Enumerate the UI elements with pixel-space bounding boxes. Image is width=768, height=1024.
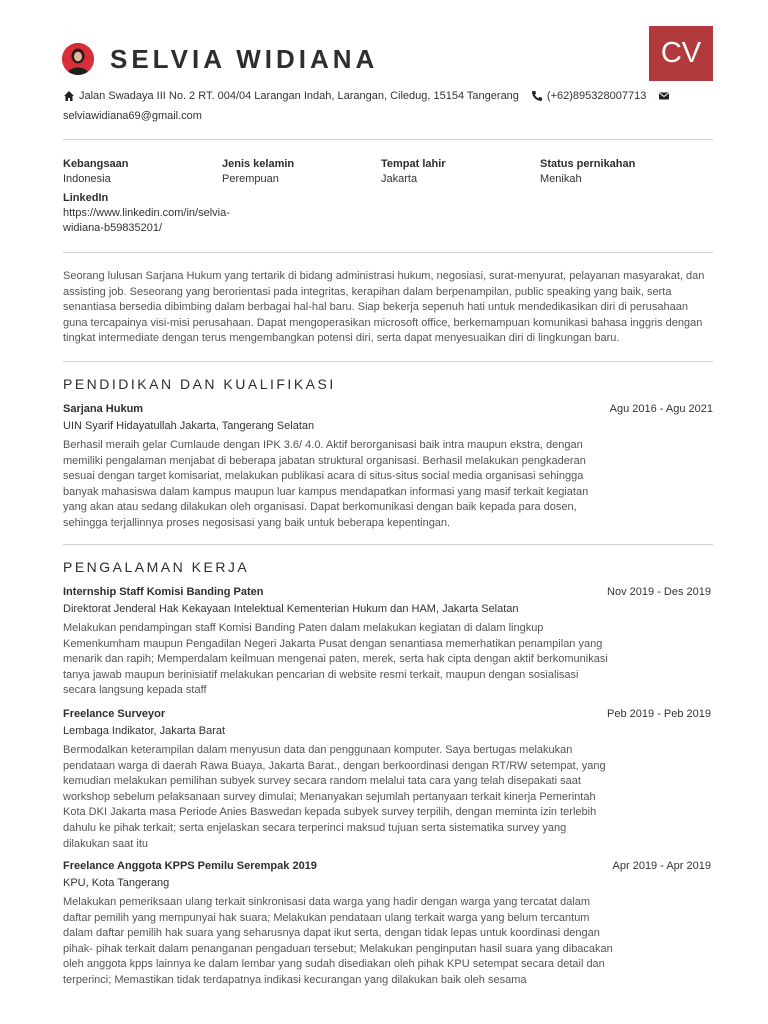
entry-title: Sarjana Hukum bbox=[63, 403, 144, 415]
avatar bbox=[62, 43, 94, 75]
entry-description: Melakukan pemeriksaan ulang terkait sinkronisasi data warga yang hadir dengan warga yang tercatat dalam daftar pemilih yang mempunyai hak suara; Melakukan pendataan ulang terkait warga yang belum tercantum dalam daftar pemilih hak suara yang seharusnya dapat ikut serta, dengan tidak lepas untuk koordinasi dengan pihak- pihak terkait dalam penanganan pengaduan tersebut; Melakukan penginputan hasil suara yang dibacakan oleh anggota kpps lainnya ke dalam lembar yang sudah disediakan oleh pihak KPU setempat secara detail dan terperinci; Memastikan tidak terdapatnya indikasi kecurangan yang dilakukan baik oleh sesama bbox=[63, 896, 613, 986]
phone-icon bbox=[531, 90, 543, 102]
candidate-name: SELVIA WIDIANA bbox=[110, 44, 379, 74]
entry-date: Peb 2019 - Peb 2019 bbox=[607, 708, 711, 720]
entry-organization: Direktorat Jenderal Hak Kekayaan Intelektual Kementerian Hukum dan HAM, Jakarta Selatan bbox=[63, 603, 519, 615]
detail-marital-status bbox=[540, 157, 699, 187]
entry-description: Berhasil meraih gelar Cumlaude dengan IPK 3.6/ 4.0. Aktif berorganisasi baik intra maupun ekstra, dengan memiliki pengalaman menjabat di beberapa jabatan struktural organisasi. Berhasil melakukan pengkaderan sesuai dengan target komisariat, melakukan publikasi acara di situs-situs social media organisasi sehingga banyak mahasiswa dalam kampus maupun luar kampus mendapatkan informasi yang masif terkait kegiatan yang akan atau sedang dilakukan oleh organisasi. Dapat berkomunikasi dengan baik kepada para dosen, sehingga terjallinnya proses negosisasi yang baik untuk beberapa kepentingan. bbox=[63, 439, 589, 529]
entry-date: Nov 2019 - Des 2019 bbox=[607, 586, 711, 598]
education-entry bbox=[63, 402, 713, 532]
divider bbox=[63, 361, 713, 362]
entry-description: Bermodalkan keterampilan dalam menyusun data dan penggunaan komputer. Saya bertugas melakukan pendataan warga di daerah Rawa Buaya, Jakarta Barat., dengan berkoordinasi dengan RT/RW setempat, yang kemudian melakukan pemilihan subyek survey secara random melalui tata cara yang telah disepakati saat workshop sebelum pelaksanaan survey dimulai; Menanyakan sejumlah pertanyaan terkait kinerja Pemerintah Kota DKI Jakarta masa Periode Anies Baswedan kepada subyek survey terpilih, dengan meminta izin terlebih dahulu ke pihak terkait; serta enjelaskan secara terperinci maksud tujuan serta sistematika survey yang dilakukan saat itu bbox=[63, 744, 606, 850]
envelope-icon bbox=[658, 90, 670, 102]
detail-gender bbox=[222, 157, 381, 187]
address-text: Jalan Swadaya III No. 2 RT. 004/04 Larangan Indah, Larangan, Ciledug, 15154 Tangerang bbox=[79, 90, 519, 102]
entry-organization: Lembaga Indikator, Jakarta Barat bbox=[63, 725, 226, 737]
entry-organization: KPU, Kota Tangerang bbox=[63, 877, 170, 889]
phone-text: (+62)895328007713 bbox=[546, 90, 647, 102]
detail-label: LinkedIn bbox=[63, 192, 109, 204]
section-title-education: PENDIDIKAN DAN KUALIFIKASI bbox=[63, 376, 336, 392]
detail-value: Jakarta bbox=[381, 173, 418, 185]
detail-label: Status pernikahan bbox=[540, 158, 636, 170]
contact-info bbox=[63, 87, 723, 125]
detail-value: Indonesia bbox=[63, 173, 111, 185]
section-title-experience: PENGALAMAN KERJA bbox=[63, 559, 250, 575]
detail-label: Jenis kelamin bbox=[222, 158, 295, 170]
detail-birthplace bbox=[381, 157, 540, 187]
detail-value: Perempuan bbox=[222, 173, 279, 185]
entry-organization: UIN Syarif Hidayatullah Jakarta, Tangerang Selatan bbox=[63, 420, 315, 432]
divider bbox=[63, 139, 713, 140]
entry-title: Freelance Anggota KPPS Pemilu Serempak 2019 bbox=[63, 860, 317, 872]
experience-entry bbox=[63, 585, 711, 699]
experience-entry bbox=[63, 859, 711, 1024]
divider bbox=[63, 252, 713, 253]
entry-date: Apr 2019 - Apr 2019 bbox=[612, 860, 711, 872]
entry-description: Melakukan pendampingan staff Komisi Banding Paten dalam melakukan kegiatan di dalam lingkup Kemenkumham maupun Pengadilan Negeri Jakarta Pusat dengan senantiasa memerhatikan penampilan yang menarik dan rapih; Memperdalam keilmuan mengenai paten, merek, serta hak cipta dengan aktif berkomunikasi tanya jawab maupun berinisiatif melakukan pencarian di website resmi terkait, maupun dengan sosialisasi secara langsung kepada staff bbox=[63, 622, 608, 697]
profile-summary: Seorang lulusan Sarjana Hukum yang tertarik di bidang administrasi hukum, negosiasi, surat-menyurat, pelayanan masyarakat, dan assisting job. Seseorang yang berorientasi pada integritas, kerapihan dalam berpenampilan, public speaking yang baik, serta senantiasa bersedia dibimbing dalam berbagai hal-hal baru. Siap bekerja sepenuh hati untuk mendedikasikan diri di perusahaan guna tercapainya visi-misi perusahaan. Dapat mengoperasikan microsoft office, berkemampuan komunikasi bahasa inggris dengan tingkat intermediate dengan terus mengembangkan potensi diri, serta dapat menyesuaikan diri di lingkungan baru. bbox=[63, 270, 705, 345]
detail-nationality bbox=[63, 157, 222, 187]
home-icon bbox=[63, 90, 75, 102]
personal-details bbox=[63, 157, 723, 236]
detail-value: Menikah bbox=[540, 173, 582, 185]
detail-label: Kebangsaan bbox=[63, 158, 129, 170]
linkedin-link[interactable]: https://www.linkedin.com/in/selvia-widiana-b59835201/ bbox=[63, 207, 230, 234]
divider bbox=[63, 544, 713, 545]
detail-label: Tempat lahir bbox=[381, 158, 446, 170]
detail-linkedin bbox=[63, 191, 243, 236]
entry-title: Freelance Surveyor bbox=[63, 708, 166, 720]
experience-entry bbox=[63, 707, 711, 852]
email-text: selviawidiana69@gmail.com bbox=[63, 110, 202, 122]
cv-badge: CV bbox=[649, 26, 713, 81]
entry-date: Agu 2016 - Agu 2021 bbox=[609, 403, 713, 415]
entry-title: Internship Staff Komisi Banding Paten bbox=[63, 586, 264, 598]
